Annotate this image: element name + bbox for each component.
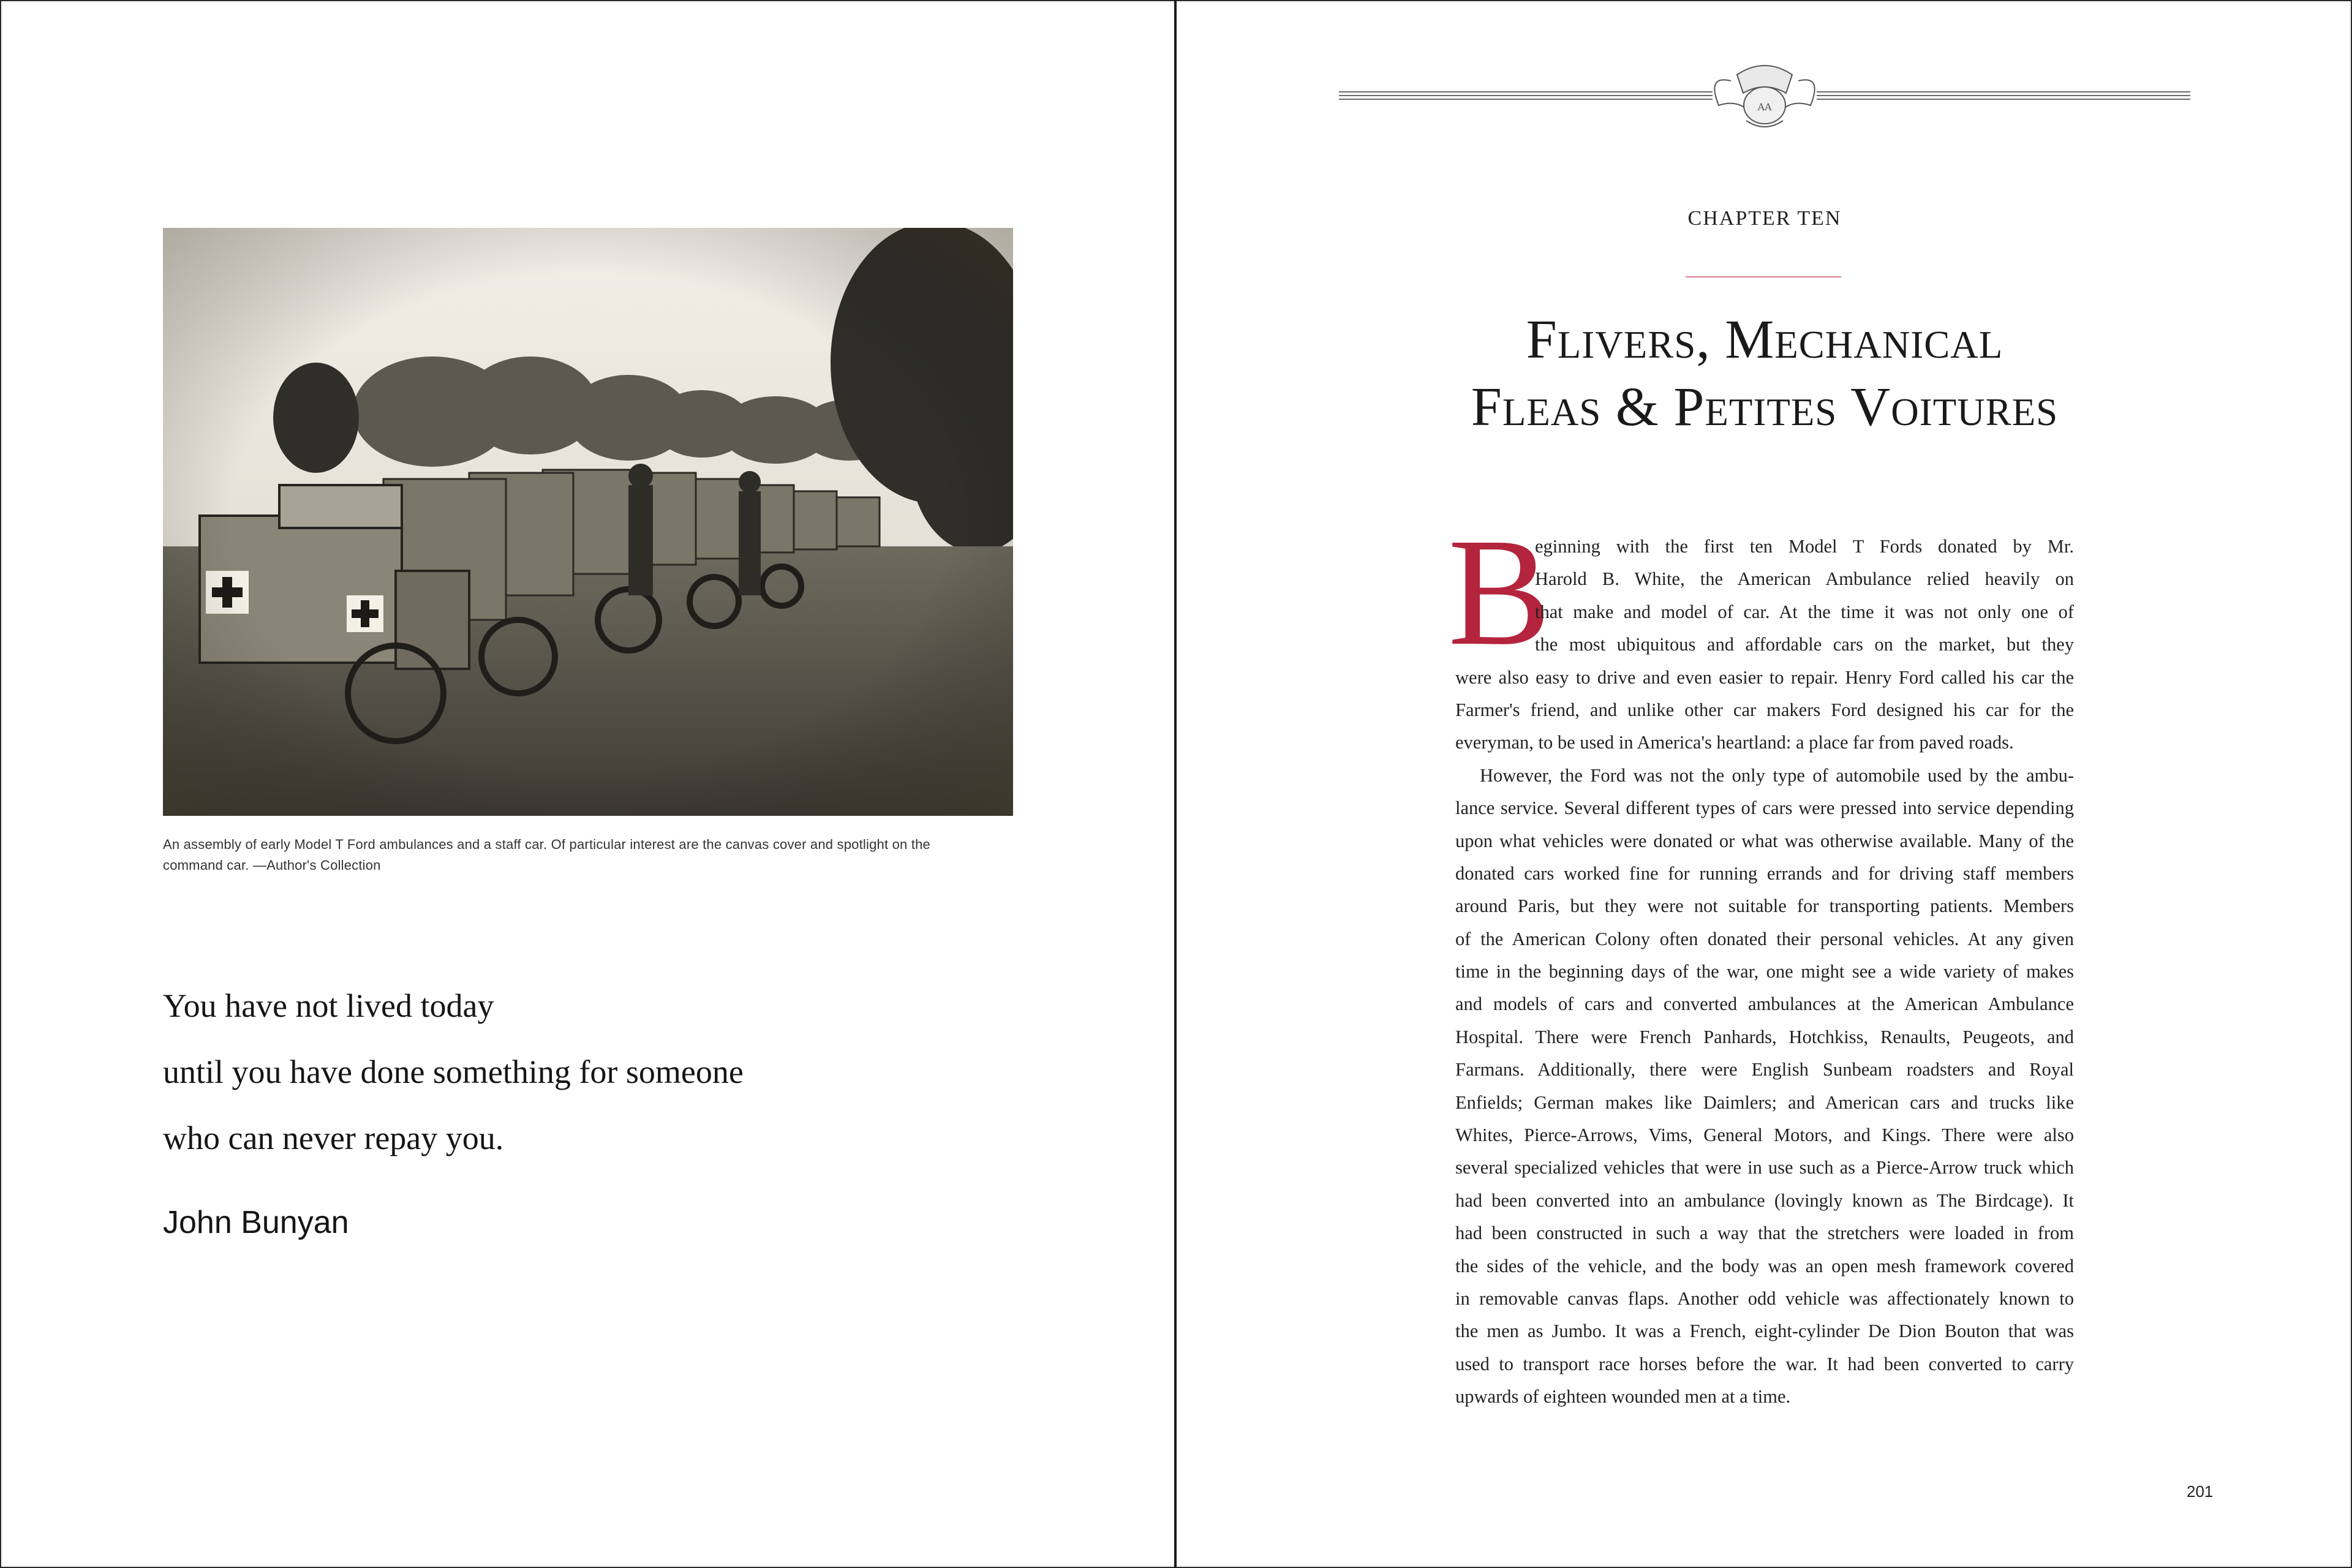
body-line: were also easy to drive and even easier to repair. Henry Ford called his car the <box>1455 666 2074 688</box>
caption-line: command car. —Author's Collection <box>163 858 381 873</box>
ambulance-photo <box>163 228 1013 816</box>
body-line: Harold B. White, the American Ambulance relied heavily on <box>1535 568 2074 590</box>
body-line: lance service. Several different types of cars were pressed into service depending <box>1455 797 2074 819</box>
caption-line: An assembly of early Model T Ford ambulances and a staff car. Of particular interest are the canvas cover and spotlight on the <box>163 837 930 852</box>
epigraph-quote <box>163 973 959 1171</box>
body-line: time in the beginning days of the war, one might see a wide variety of makes <box>1455 961 2074 982</box>
page-number: 201 <box>2187 1482 2214 1501</box>
eagle-crest-icon <box>1714 66 1814 127</box>
svg-text:AA: AA <box>1757 101 1772 113</box>
body-line: everyman, to be used in America's heartland: a place far from paved roads. <box>1455 732 2014 753</box>
body-line: eginning with the first ten Model T Fords donated by Mr. <box>1535 536 2074 557</box>
vintage-ambulance-photo-icon <box>163 228 1013 816</box>
chapter-rule <box>1686 276 1841 277</box>
body-line: of the American Colony often donated their personal vehicles. At any given <box>1455 928 2074 949</box>
body-line: Farmans. Additionally, there were English Sunbeam roadsters and Royal <box>1455 1059 2074 1080</box>
body-line: Enfields; German makes like Daimlers; and American cars and trucks like <box>1455 1091 2074 1113</box>
title-line: Fleas & Petites Voitures <box>1471 377 2059 437</box>
chapter-title <box>1339 306 2190 441</box>
photo-caption <box>163 834 1020 876</box>
quote-line: You have not lived today <box>163 987 494 1024</box>
body-line: had been converted into an ambulance (lovingly known as The Birdcage). It <box>1455 1189 2074 1211</box>
drop-cap: B <box>1448 506 1551 677</box>
body-line: used to transport race horses before the war. It had been converted to carry <box>1455 1353 2074 1374</box>
quote-line: until you have done something for someone <box>163 1054 744 1090</box>
page-gutter <box>1174 0 1177 1568</box>
chapter-ornament <box>1339 56 2190 136</box>
body-line: that make and model of car. At the time it was not only one of <box>1535 601 2074 622</box>
body-line: upon what vehicles were donated or what was otherwise available. Many of the <box>1455 830 2074 851</box>
chapter-label: CHAPTER TEN <box>1687 207 1842 230</box>
body-line: However, the Ford was not the only type of automobile used by the ambu- <box>1480 764 2074 786</box>
body-line: the men as Jumbo. It was a French, eight-cylinder De Dion Bouton that was <box>1455 1321 2074 1342</box>
body-line: the sides of the vehicle, and the body was an open mesh framework covered <box>1455 1255 2074 1276</box>
chapter-body <box>1455 530 2074 1414</box>
body-line: several specialized vehicles that were in use such as a Pierce-Arrow truck which <box>1455 1157 2074 1178</box>
body-line: and models of cars and converted ambulances at the American Ambulance <box>1455 993 2074 1015</box>
body-line: Hospital. There were French Panhards, Hotchkiss, Renaults, Peugeots, and <box>1455 1026 2074 1047</box>
title-line: Flivers, Mechanical <box>1526 309 2003 370</box>
quote-attribution: John Bunyan <box>163 1205 349 1240</box>
body-line: donated cars worked fine for running errands and for driving staff members <box>1455 862 2074 884</box>
quote-line: who can never repay you. <box>163 1120 504 1156</box>
body-line: in removable canvas flaps. Another odd vehicle was affectionately known to <box>1455 1287 2074 1309</box>
body-line: around Paris, but they were not suitable for transporting patients. Members <box>1455 895 2074 917</box>
body-line: upwards of eighteen wounded men at a time. <box>1455 1386 1791 1408</box>
body-line: Farmer's friend, and unlike other car makers Ford designed his car for the <box>1455 699 2074 720</box>
body-line: the most ubiquitous and affordable cars on the market, but they <box>1535 634 2074 655</box>
body-line: had been constructed in such a way that the stretchers were loaded in from <box>1455 1223 2074 1244</box>
body-line: Whites, Pierce-Arrows, Vims, General Motors, and Kings. There were also <box>1455 1125 2074 1146</box>
